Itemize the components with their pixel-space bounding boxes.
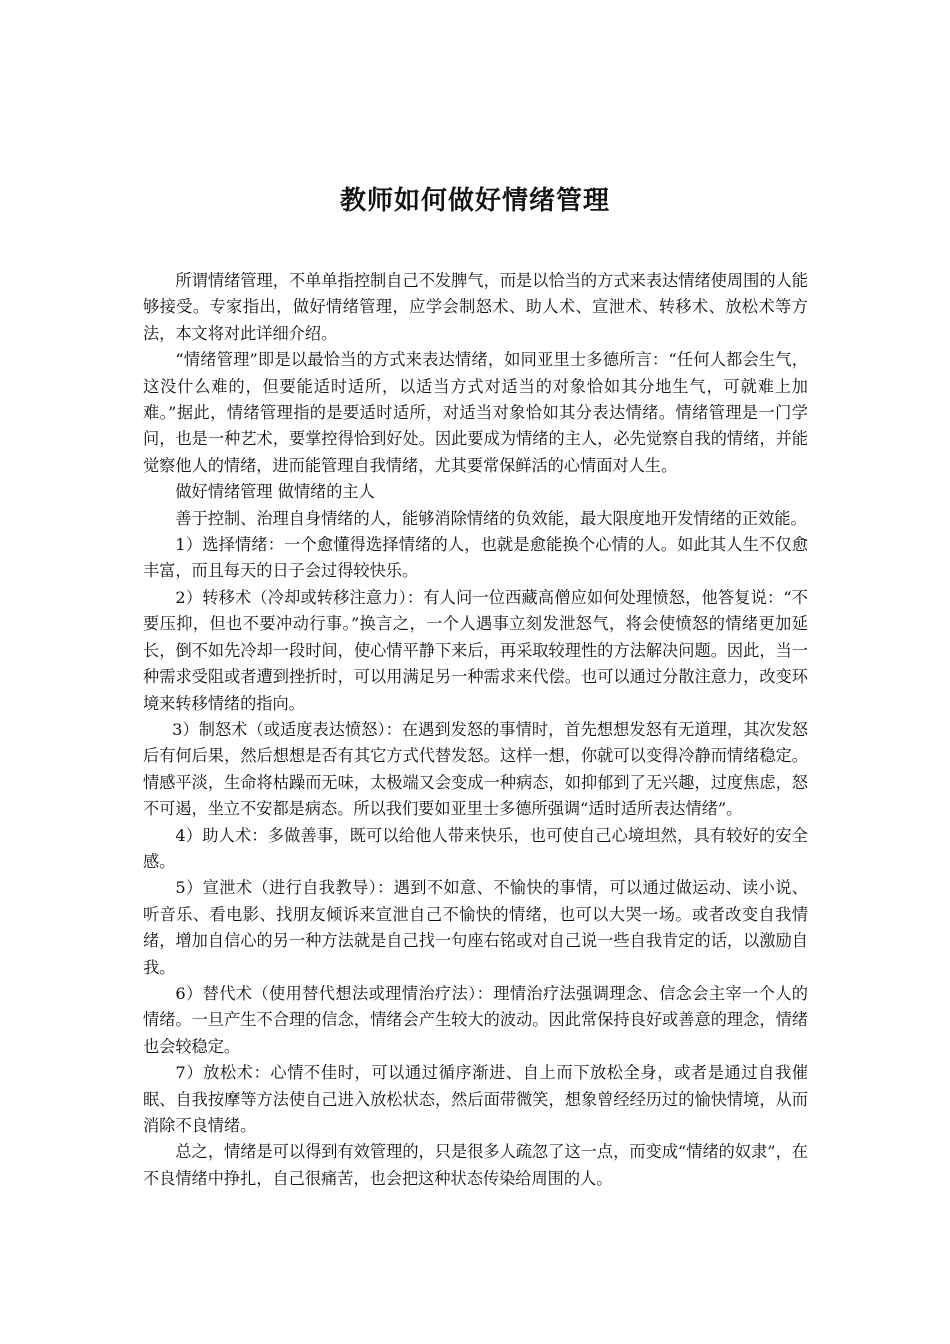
paragraph-item-4: 4）助人术：多做善事，既可以给他人带来快乐，也可使自己心境坦然，具有较好的安全感。 — [143, 825, 808, 871]
document-body — [143, 268, 808, 1192]
paragraph-conclusion: 总之，情绪是可以得到有效管理的，只是很多人疏忽了这一点，而变成“情绪的奴隶”，在不良情绪中挣扎，自己很痛苦，也会把这种状态传染给周围的人。 — [143, 1142, 808, 1188]
paragraph-intro: 所谓情绪管理，不单单指控制自己不发脾气，而是以恰当的方式来表达情绪使周围的人能够接受。专家指出，做好情绪管理，应学会制怒术、助人术、宣泄术、转移术、放松术等方法，本文将对此详细介绍。 — [143, 271, 808, 343]
paragraph-overview: 善于控制、治理自身情绪的人，能够消除情绪的负效能，最大限度地开发情绪的正效能。 — [175, 508, 807, 528]
paragraph-item-2: 2）转移术（冷却或转移注意力）：有人问一位西藏高僧应如何处理愤怒，他答复说：“不要压抑，但也不要冲动行事。”换言之，一个人遇事立刻发泄怒气，将会使愤怒的情绪更加延长，倒不如先冷却一段时间，使心情平静下来后，再采取较理性的方法解决问题。因此，当一种需求受阻或者遭到挫折时，可以用满足另一种需求来代偿。也可以通过分散注意力，改变环境来转移情绪的指向。 — [143, 587, 808, 713]
paragraph-item-5: 5）宣泄术（进行自我教导）：遇到不如意、不愉快的事情，可以通过做运动、读小说、听音乐、看电影、找朋友倾诉来宣泄自己不愉快的情绪，也可以大哭一场。或者改变自我情绪，增加自信心的另一种方法就是自己找一句座右铭或对自己说一些自我肯定的话，以激励自我。 — [143, 878, 808, 977]
paragraph-item-6: 6）替代术（使用替代想法或理情治疗法）：理情治疗法强调理念、信念会主宰一个人的情绪。一旦产生不合理的信念，情绪会产生较大的波动。因此常保持良好或善意的理念，情绪也会较稳定。 — [143, 983, 808, 1056]
paragraph-item-3: 3）制怒术（或适度表达愤怒）：在遇到发怒的事情时，首先想想发怒有无道理，其次发怒后有何后果，然后想想是否有其它方式代替发怒。这样一想，你就可以变得冷静而情绪稳定。情感平淡，生命将枯躁而无味，太极端又会变成一种病态，如抑郁到了无兴趣，过度焦虑，怒不可遏，坐立不安都是病态。所以我们要如亚里士多德所强调“适时适所表达情绪”。 — [143, 719, 808, 819]
paragraph-definition: “情绪管理”即是以最恰当的方式来表达情绪，如同亚里士多德所言：“任何人都会生气，这没什么难的，但要能适时适所，以适当方式对适当的对象恰如其分地生气，可就难上加难。”据此，情绪管理指的是要适时适所，对适当对象恰如其分表达情绪。情绪管理是一门学问，也是一种艺术，要掌控得恰到好处。因此要成为情绪的主人，必先觉察自我的情绪，并能觉察他人的情绪，进而能管理自我情绪，尤其要常保鲜活的心情面对人生。 — [143, 350, 808, 475]
section-heading: 做好情绪管理 做情绪的主人 — [175, 482, 375, 502]
paragraph-item-1: 1）选择情绪：一个愈懂得选择情绪的人，也就是愈能换个心情的人。如此其人生不仅愈丰富，而且每天的日子会过得较快乐。 — [143, 535, 808, 581]
document-title: 教师如何做好情绪管理 — [339, 186, 610, 216]
paragraph-item-7: 7）放松术：心情不佳时，可以通过循序渐进、自上而下放松全身，或者是通过自我催眠、自我按摩等方法使自己进入放松状态，然后面带微笑，想象曾经经历过的愉快情境，从而消除不良情绪。 — [143, 1063, 808, 1135]
